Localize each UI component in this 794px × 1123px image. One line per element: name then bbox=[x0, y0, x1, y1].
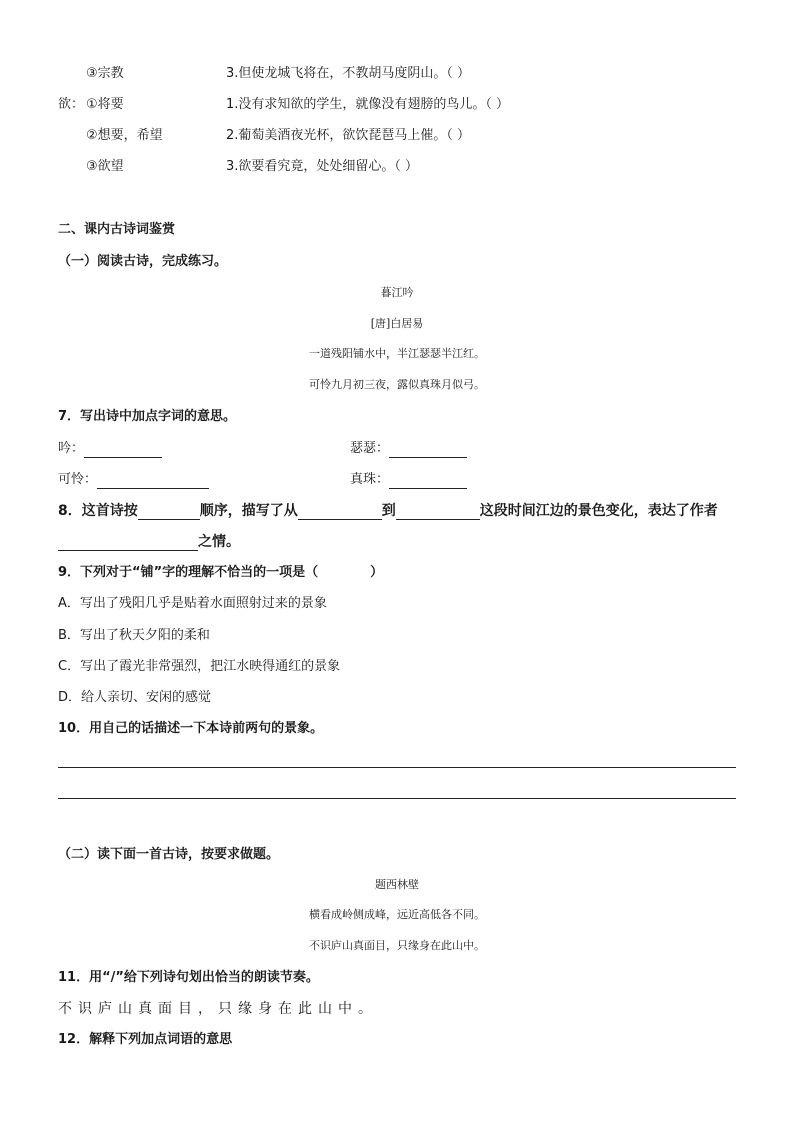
poem-title: 题西林壁 bbox=[375, 878, 419, 891]
q7-item bbox=[58, 440, 162, 458]
meaning-item: ②想要，希望 bbox=[86, 128, 163, 143]
q9-option-b[interactable]: B．写出了秋天夕阳的柔和 bbox=[58, 628, 210, 643]
poem-title: 暮江吟 bbox=[380, 286, 414, 299]
q7-item bbox=[350, 471, 467, 489]
question-7-title: 7．写出诗中加点字词的意思。 bbox=[58, 409, 237, 424]
q7-label: 吟： bbox=[58, 441, 85, 456]
question-9-title: 9．下列对于“铺”字的理解不恰当的一项是（ ） bbox=[58, 565, 384, 580]
poem-line: 不识庐山真面目，只缘身在此山中。 bbox=[309, 939, 485, 952]
question-8 bbox=[58, 502, 718, 520]
answer-blank[interactable] bbox=[138, 505, 200, 520]
section-title: 二、课内古诗词鉴赏 bbox=[58, 222, 176, 237]
meaning-item: ③欲望 bbox=[86, 159, 124, 174]
answer-line[interactable] bbox=[58, 798, 736, 799]
answer-blank[interactable] bbox=[58, 536, 198, 551]
poem-line: 可怜九月初三夜，露似真珠月似弓。 bbox=[309, 378, 485, 391]
example-sentence: 3.但使龙城飞将在，不教胡马度阴山。（ ） bbox=[226, 66, 471, 81]
answer-blank[interactable] bbox=[389, 474, 467, 489]
answer-blank[interactable] bbox=[389, 443, 467, 458]
q7-label: 瑟瑟： bbox=[350, 441, 390, 456]
answer-blank[interactable] bbox=[84, 443, 162, 458]
q8-text: 顺序，描写了从 bbox=[199, 503, 298, 519]
q8-text: 8．这首诗按 bbox=[58, 503, 138, 519]
poem-line: 横看成岭侧成峰，远近高低各不同。 bbox=[309, 908, 485, 921]
answer-blank[interactable] bbox=[298, 505, 382, 520]
q9-option-a[interactable]: A．写出了残阳几乎是贴着水面照射过来的景象 bbox=[58, 596, 327, 611]
q9-option-c[interactable]: C．写出了霞光非常强烈，把江水映得通红的景象 bbox=[58, 659, 341, 674]
poem-author: [唐]白居易 bbox=[370, 317, 424, 330]
question-11-title: 11．用“/”给下列诗句划出恰当的朗读节奏。 bbox=[58, 970, 319, 985]
q8-text: 之情。 bbox=[198, 534, 240, 550]
meaning-item: ①将要 bbox=[86, 97, 124, 112]
q7-item bbox=[58, 471, 209, 489]
example-sentence: 2.葡萄美酒夜光杯，欲饮琵琶马上催。（ ） bbox=[226, 128, 471, 143]
part-title: （二）读下面一首古诗，按要求做题。 bbox=[58, 847, 280, 862]
q8-text: 到 bbox=[381, 503, 396, 519]
example-sentence: 1.没有求知欲的学生，就像没有翅膀的鸟儿。（ ） bbox=[226, 97, 510, 112]
q7-item bbox=[350, 440, 467, 458]
answer-blank[interactable] bbox=[396, 505, 480, 520]
answer-line[interactable] bbox=[58, 767, 736, 768]
poem-line: 一道残阳铺水中，半江瑟瑟半江红。 bbox=[309, 347, 485, 360]
q7-label: 可怜： bbox=[58, 472, 98, 487]
question-12-title: 12．解释下列加点词语的意思 bbox=[58, 1032, 233, 1047]
word-label-yu: 欲： bbox=[58, 97, 85, 112]
part-title: （一）阅读古诗，完成练习。 bbox=[58, 254, 228, 269]
q7-label: 真珠： bbox=[350, 472, 390, 487]
meaning-item: ③宗教 bbox=[86, 66, 124, 81]
q9-option-d[interactable]: D．给人亲切、安闲的感觉 bbox=[58, 690, 212, 705]
q8-text: 这段时间江边的景色变化，表达了作者 bbox=[479, 503, 718, 519]
answer-blank[interactable] bbox=[97, 474, 209, 489]
q11-poem-text: 不识庐山真面目，只缘身在此山中。 bbox=[58, 1001, 378, 1017]
question-10-title: 10．用自己的话描述一下本诗前两句的景象。 bbox=[58, 721, 324, 736]
question-8-cont bbox=[58, 533, 240, 551]
example-sentence: 3.欲要看究竟，处处细留心。（ ） bbox=[226, 159, 419, 174]
